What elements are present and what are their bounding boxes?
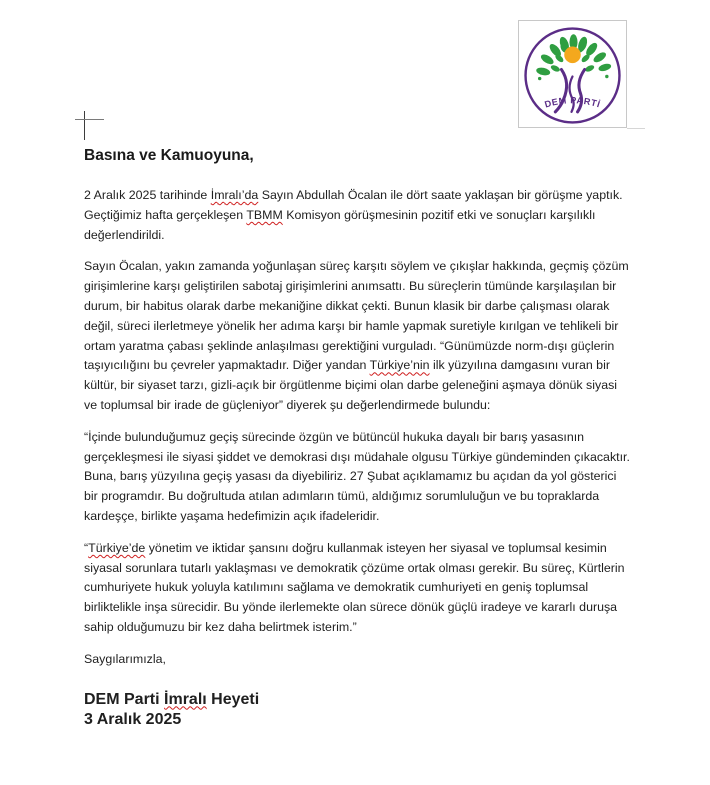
- statement-heading: Basına ve Kamuoyuna,: [84, 147, 254, 164]
- text-run: Komisyon görüşmesinin pozitif etki ve sonuçları karşılıklı değerlendirildi.: [84, 207, 596, 242]
- logo-sun-icon: [564, 47, 581, 64]
- text-run: 2 Aralık 2025 tarihinde: [84, 188, 211, 202]
- text-cursor-mark-vertical: [84, 111, 85, 140]
- press-statement: [84, 146, 630, 731]
- text-run: Sayın Abdullah Öcalan ile dört saate yaklaşan bir görüşme yaptık. Geçtiğimiz hafta gerçekleşen: [84, 188, 623, 222]
- text-run: “İçinde bulunduğumuz geçiş sürecinde özgün ve bütüncül hukuka dayalı bir barış yasasının gerçekleşmesi ile siyasi şiddet ve demokrasi dışı müdahale olgusu Türkiye gündeminden çıkacaktır. Buna, barış yüzyılına geçiş yasası da diyebiliriz. 27 Şubat açıklamamız bu açıdan da yol gösterici bir programdır. Bu doğrultuda atılan adımların tümü, aldığımız sorumluluğun ve bu topraklarda kardeşçe, birlikte yaşama hedefimizin açık ifadeleridir.: [84, 429, 630, 523]
- statement-paragraph: [84, 428, 630, 527]
- misspelled-word: Türkiye’de: [88, 540, 146, 555]
- closing-salutation: Saygılarımızla,: [84, 651, 166, 666]
- logo-image-frame: [518, 20, 627, 128]
- misspelled-word: İmralı’da: [210, 188, 259, 202]
- signature-date: 3 Aralık 2025: [84, 711, 182, 729]
- text-run: DEM Parti: [84, 690, 165, 708]
- text-run: Sayın Öcalan, yakın zamanda yoğunlaşan süreç karşıtı söylem ve çıkışlar hakkında, geçmiş çözüm girişimlerine karşı geliştirilen sabotaj girişimlerini anımsattı. Bu süreçlerin tümünde karşılaşılan bir durum, bir habitus olarak darbe mekaniğine dikkat çekti. Bunun klasik bir darbe çalışması olarak değil, süreci ilerletmeye yönelik her adıma karşı bir hamle yapmak suretiyle kırılgan ve tehlikeli bir ortam yaratma çabası şeklinde anlaşılması gerektiğini vurguladı. “Günümüzde norm-dışı güçlerin taşıyıcılığını bu çevreler yapmaktadır. Diğer yandan: [84, 259, 629, 373]
- statement-paragraph: [84, 257, 630, 415]
- statement-paragraph: [84, 539, 630, 638]
- statement-paragraph: [84, 186, 630, 245]
- dem-parti-logo: [522, 24, 623, 125]
- frame-resize-mark: [627, 128, 645, 129]
- logo-wordmark: DEM PARTİ: [543, 95, 602, 110]
- text-run: ilk yüzyılına damgasını vuran bir kültür, bir siyaset tarzı, gizli-açık bir örgütlenme biçimi olan darbe geleneğini aşmaya dönük siyasi ve toplumsal bir irade de güçleniyor” diyerek şu değerlendirmede bulundu:: [84, 358, 618, 412]
- misspelled-word: TBMM: [246, 207, 283, 222]
- text-run: “: [84, 540, 89, 555]
- signature-name: [84, 690, 630, 711]
- misspelled-word: İmralı: [164, 690, 207, 708]
- misspelled-word: Türkiye’nin: [369, 358, 430, 373]
- text-run: Heyeti: [206, 690, 260, 708]
- text-run: yönetim ve iktidar şansını doğru kullanmak isteyen her siyasal ve toplumsal kesimin siyasal sorunlara tutarlı yaklaşması ve demokratik çözüme ortak olması gerekir. Bu süreç, Kürtlerin cumhuriyete hukuk yoluyla katılımını sağlama ve demokratik cumhuriyeti en geniş toplumsal birliktelikle inşa sürecidir. Bu yönde ilerlemekte olan sürece dönük güçlü iradeye ve kararlı duruşa sahip olduğumuzu bir kez daha belirtmek isterim.”: [84, 540, 625, 634]
- signature-block: [84, 690, 630, 731]
- text-cursor-mark-horizontal: [75, 119, 104, 120]
